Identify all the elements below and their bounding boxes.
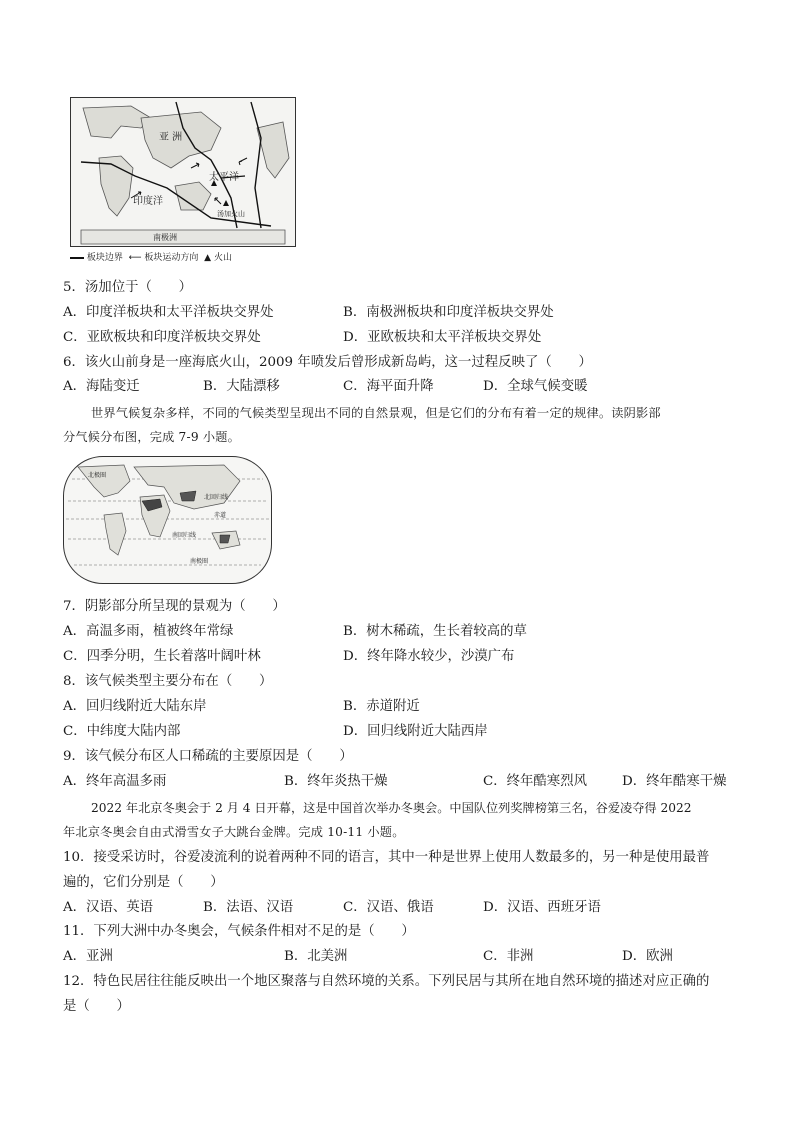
q10-stem-line2: 遍的，它们分别是（ ）: [63, 875, 224, 890]
q11-stem: 11．下列大洲中办冬奥会，气候条件相对不足的是（ ）: [63, 924, 415, 939]
arrow-legend-icon: ⟵: [125, 253, 142, 263]
intro-10-11-line2: 年北京冬奥会自由式滑雪女子大跳台金牌。完成 10-11 小题。: [63, 825, 405, 839]
q7-option-a[interactable]: A．高温多雨，植被终年常绿: [63, 624, 234, 639]
q10-option-b[interactable]: B．法语、汉语: [203, 900, 294, 915]
label-tropic-cancer: 北回归线: [204, 494, 229, 501]
q11-option-a[interactable]: A．亚洲: [63, 949, 113, 964]
q10-option-c[interactable]: C．汉语、俄语: [343, 900, 434, 915]
q5-option-c[interactable]: C．亚欧板块和印度洋板块交界处: [63, 330, 261, 345]
boundary-legend-icon: [70, 257, 84, 259]
q11-option-d[interactable]: D．欧洲: [622, 949, 673, 964]
legend-boundary: 板块边界: [86, 253, 123, 263]
q5-stem: 5．汤加位于（ ）: [63, 280, 193, 295]
q8-option-a[interactable]: A．回归线附近大陆东岸: [63, 699, 207, 714]
label-pacific: 太平洋: [209, 172, 239, 183]
climate-distribution-map: [63, 456, 272, 584]
q5-option-b[interactable]: B．南极洲板块和印度洋板块交界处: [343, 305, 554, 320]
label-antarctic-circle: 南极圈: [190, 558, 209, 565]
q6-option-d[interactable]: D．全球气候变暖: [483, 379, 588, 394]
volcano-legend-icon: ▲: [201, 253, 212, 263]
intro-7-9-line1: 世界气候复杂多样，不同的气候类型呈现出不同的自然景观，但是它们的分布有着一定的规律。读阴影部: [91, 406, 661, 420]
q12-stem-line1: 12．特色民居往往能反映出一个地区聚落与自然环境的关系。下列民居与其所在地自然环境的描述对应正确的: [63, 974, 710, 989]
q7-option-c[interactable]: C．四季分明，生长着落叶阔叶林: [63, 649, 261, 664]
q10-option-d[interactable]: D．汉语、西班牙语: [483, 900, 601, 915]
q6-stem: 6．该火山前身是一座海底火山，2009 年喷发后曾形成新岛屿，这一过程反映了（ ）: [63, 355, 592, 370]
q6-option-c[interactable]: C．海平面升降: [343, 379, 434, 394]
legend-motion: 板块运动方向: [144, 253, 199, 263]
label-equator: 赤道: [214, 512, 227, 519]
label-arctic-circle: 北极圈: [88, 472, 107, 479]
q12-stem-line2: 是（ ）: [63, 999, 130, 1014]
q9-option-d[interactable]: D．终年酷寒干燥: [622, 774, 727, 789]
q11-option-c[interactable]: C．非洲: [483, 949, 534, 964]
q8-stem: 8．该气候类型主要分布在（ ）: [63, 674, 273, 689]
q7-option-d[interactable]: D．终年降水较少，沙漠广布: [343, 649, 515, 664]
plate-boundary-map: [70, 97, 296, 247]
q9-option-b[interactable]: B．终年炎热干燥: [284, 774, 388, 789]
label-tonga: 汤加火山: [217, 210, 245, 218]
q8-option-b[interactable]: B．赤道附近: [343, 699, 420, 714]
map1-legend: [70, 250, 232, 263]
intro-10-11-line1: 2022 年北京冬奥会于 2 月 4 日开幕，这是中国首次举办冬奥会。中国队位列奖牌榜第三名，谷爱凌夺得 2022: [91, 801, 692, 815]
q7-stem: 7．阴影部分所呈现的景观为（ ）: [63, 599, 286, 614]
q8-option-d[interactable]: D．回归线附近大陆西岸: [343, 724, 488, 739]
legend-volcano: 火山: [213, 253, 232, 263]
label-asia: 亚 洲: [159, 132, 183, 143]
q6-option-a[interactable]: A．海陆变迁: [63, 379, 140, 394]
q5-option-a[interactable]: A．印度洋板块和太平洋板块交界处: [63, 305, 274, 320]
q6-option-b[interactable]: B．大陆漂移: [203, 379, 280, 394]
q10-stem-line1: 10．接受采访时，谷爱凌流利的说着两种不同的语言，其中一种是世界上使用人数最多的，另一种是使用最普: [63, 850, 710, 865]
q8-option-c[interactable]: C．中纬度大陆内部: [63, 724, 181, 739]
q10-option-a[interactable]: A．汉语、英语: [63, 900, 154, 915]
q9-option-c[interactable]: C．终年酷寒烈风: [483, 774, 587, 789]
label-indian: 印度洋: [133, 196, 163, 207]
q7-option-b[interactable]: B．树木稀疏，生长着较高的草: [343, 624, 527, 639]
q11-option-b[interactable]: B．北美洲: [284, 949, 348, 964]
intro-7-9-line2: 分气候分布图，完成 7-9 小题。: [63, 430, 241, 444]
q9-option-a[interactable]: A．终年高温多雨: [63, 774, 167, 789]
q9-stem: 9．该气候分布区人口稀疏的主要原因是（ ）: [63, 749, 353, 764]
label-antarctica: 南极洲: [153, 233, 177, 242]
label-tropic-capricorn: 南回归线: [172, 532, 197, 539]
q5-option-d[interactable]: D．亚欧板块和太平洋板块交界处: [343, 330, 542, 345]
